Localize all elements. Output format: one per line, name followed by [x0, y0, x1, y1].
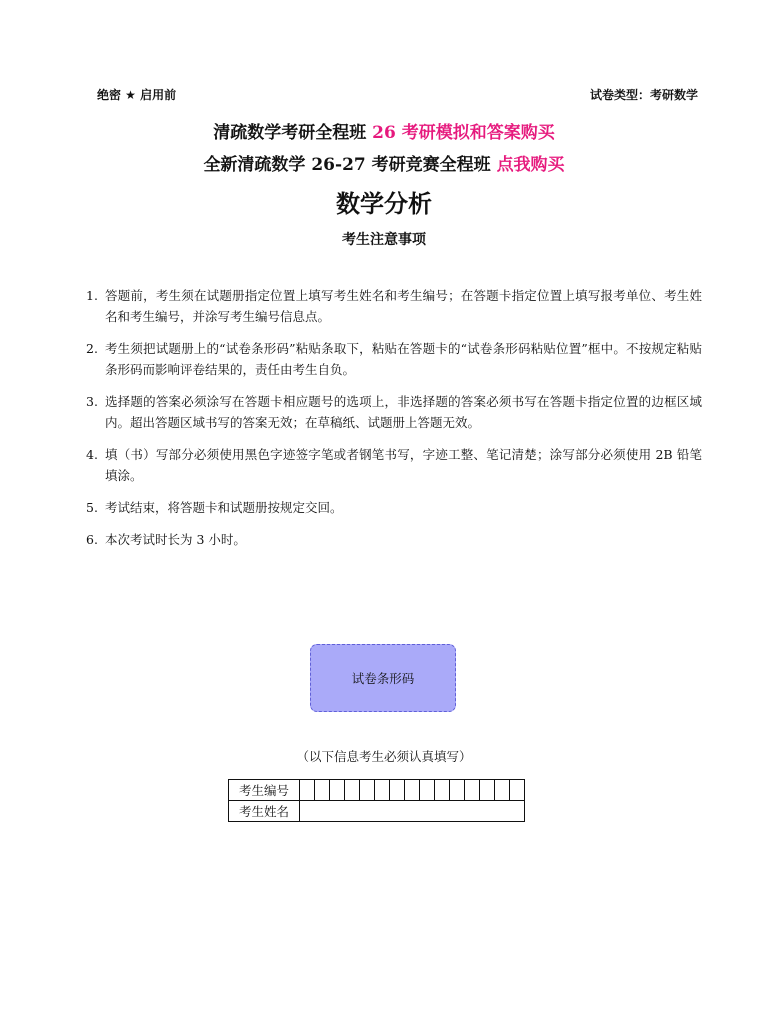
instruction-item	[86, 391, 702, 433]
page-subtitle: 考生注意事项	[342, 232, 426, 248]
page-title: 数学分析	[336, 190, 432, 218]
promo-line-2	[0, 153, 768, 177]
instruction-text: 本次考试时长为 3 小时。	[105, 532, 246, 547]
candidate-id-digit-box[interactable]	[345, 780, 360, 801]
candidate-name-row	[229, 801, 525, 822]
candidate-id-digit-box[interactable]	[405, 780, 420, 801]
promo-line-1	[0, 121, 768, 145]
candidate-id-digit-box[interactable]	[315, 780, 330, 801]
candidate-id-digit-box[interactable]	[510, 780, 525, 801]
candidate-id-digit-box[interactable]	[450, 780, 465, 801]
candidate-id-digit-box[interactable]	[330, 780, 345, 801]
instruction-text: 填（书）写部分必须使用黑色字迹签字笔或者钢笔书写，字迹工整、笔记清楚；涂写部分必须使用 2B 铅笔填涂。	[105, 447, 702, 483]
candidate-id-digit-box[interactable]	[300, 780, 315, 801]
instruction-text: 考试结束，将答题卡和试题册按规定交回。	[105, 500, 343, 515]
instruction-number: 2.	[86, 341, 98, 356]
exam-type: 试卷类型：考研数学	[589, 88, 698, 102]
instruction-number: 5.	[86, 500, 98, 515]
instruction-item	[86, 497, 702, 518]
candidate-id-row	[229, 780, 525, 801]
instruction-number: 4.	[86, 447, 98, 462]
promo-link-mock-exam[interactable]: 26 考研模拟和答案购买	[372, 123, 555, 143]
instruction-number: 6.	[86, 532, 98, 547]
candidate-id-digit-box[interactable]	[435, 780, 450, 801]
candidate-id-digit-box[interactable]	[390, 780, 405, 801]
candidate-id-digit-box[interactable]	[375, 780, 390, 801]
promo-line-1-text: 清疏数学考研全程班	[213, 123, 373, 143]
candidate-id-digit-box[interactable]	[465, 780, 480, 801]
candidate-name-field[interactable]	[300, 801, 525, 822]
instruction-item	[86, 444, 702, 486]
barcode-label: 试卷条形码	[351, 671, 415, 686]
instruction-item	[86, 285, 702, 327]
promo-link-buy[interactable]: 点我购买	[496, 155, 565, 175]
instructions-list	[86, 285, 702, 561]
candidate-id-digit-box[interactable]	[360, 780, 375, 801]
instruction-text: 考生须把试题册上的“试卷条形码”粘贴条取下，粘贴在答题卡的“试卷条形码粘贴位置”框中。不按规定粘贴条形码而影响评卷结果的，责任由考生自负。	[105, 341, 702, 377]
candidate-name-label: 考生姓名	[229, 801, 300, 822]
instruction-item	[86, 338, 702, 380]
promo-line-2-text: 全新清疏数学 26-27 考研竞赛全程班	[203, 155, 497, 175]
instruction-text: 答题前，考生须在试题册指定位置上填写考生姓名和考生编号；在答题卡指定位置上填写报考单位、考生姓名和考生编号，并涂写考生编号信息点。	[105, 288, 702, 324]
instruction-number: 3.	[86, 394, 98, 409]
barcode-placeholder	[310, 644, 456, 712]
instruction-text: 选择题的答案必须涂写在答题卡相应题号的选项上，非选择题的答案必须书写在答题卡指定位置的边框区域内。超出答题区域书写的答案无效；在草稿纸、试题册上答题无效。	[105, 394, 702, 430]
instruction-item	[86, 529, 702, 550]
candidate-info-table	[228, 779, 525, 822]
instruction-number: 1.	[86, 288, 98, 303]
candidate-id-digit-box[interactable]	[495, 780, 510, 801]
fill-instruction: （以下信息考生必须认真填写）	[296, 749, 472, 764]
candidate-id-digit-box[interactable]	[420, 780, 435, 801]
confidential-mark: 绝密 ★ 启用前	[97, 88, 177, 102]
candidate-id-label: 考生编号	[229, 780, 300, 801]
candidate-id-digit-box[interactable]	[480, 780, 495, 801]
